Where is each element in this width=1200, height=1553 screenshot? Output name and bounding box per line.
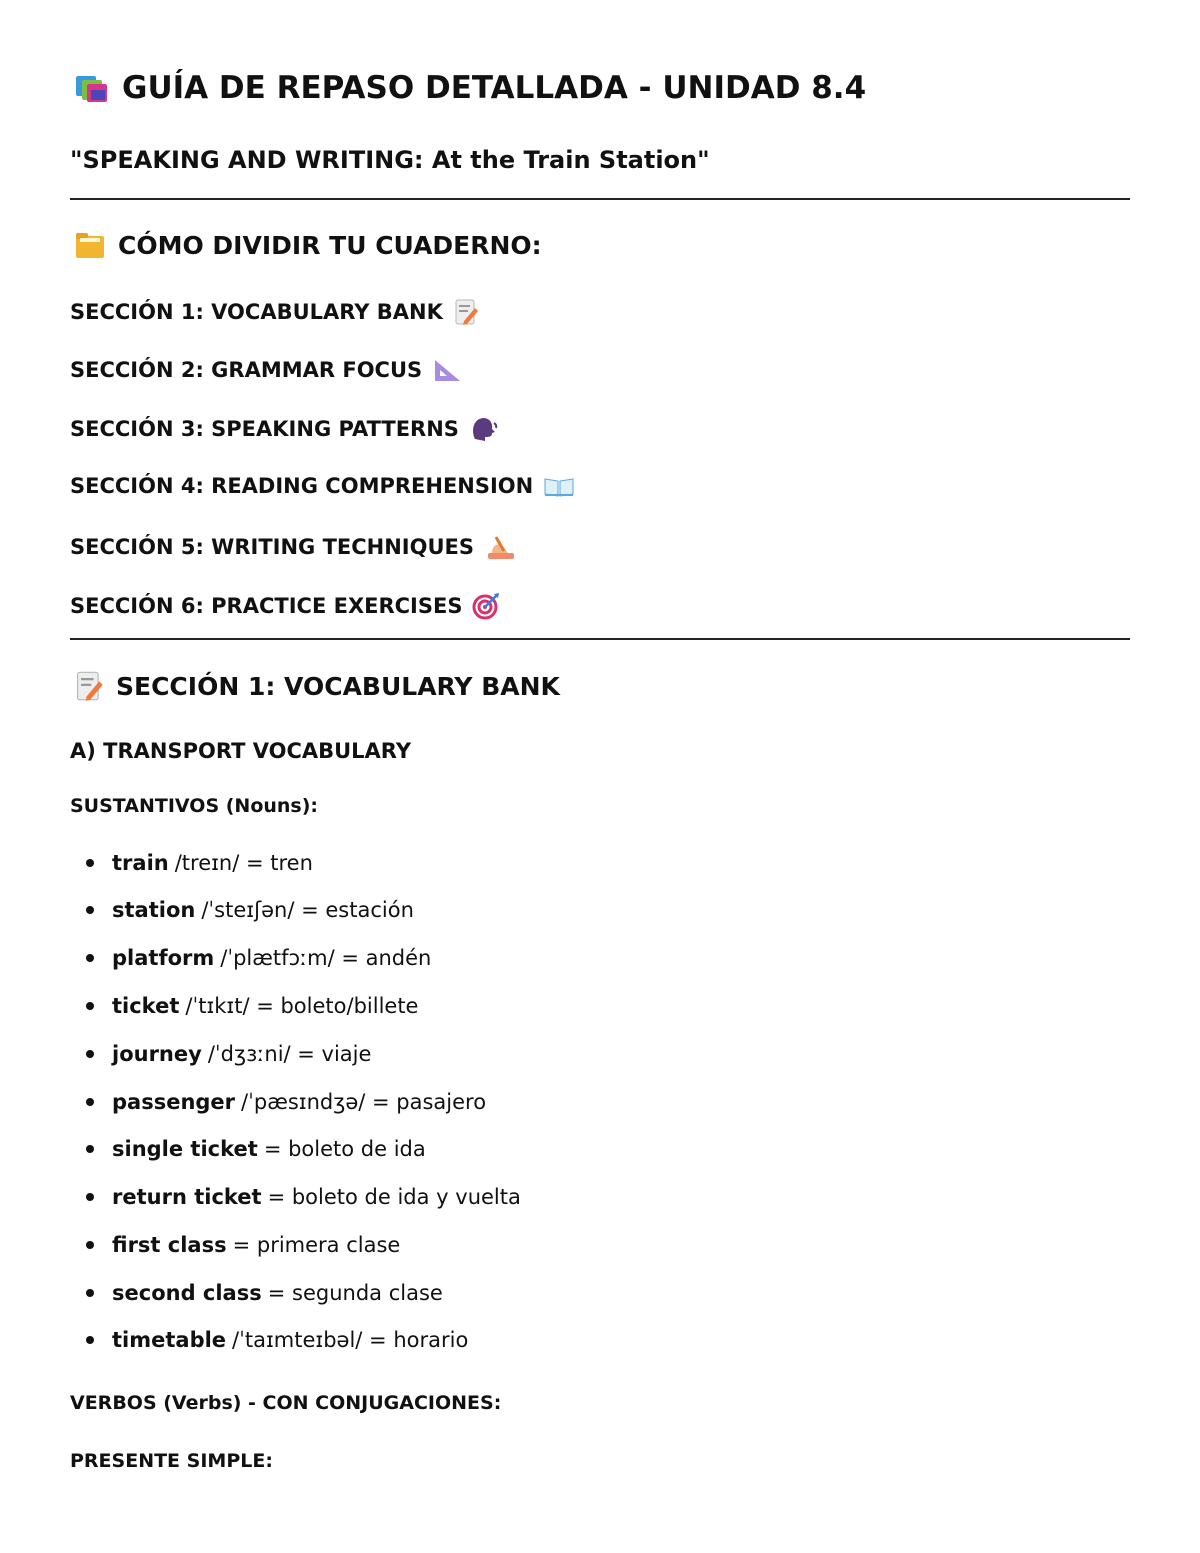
section-label: SECCIÓN 6: PRACTICE EXERCISES xyxy=(70,594,463,618)
section-label: SECCIÓN 1: VOCABULARY BANK xyxy=(70,300,443,324)
bullet xyxy=(86,1098,94,1106)
list-item xyxy=(86,1233,400,1257)
noun-term: passenger xyxy=(112,1090,236,1114)
noun-definition: = boleto de ida xyxy=(263,1137,426,1161)
noun-definition: /treɪn/ = tren xyxy=(174,851,313,875)
noun-definition: /ˈdʒɜːni/ = viaje xyxy=(207,1042,372,1066)
noun-definition: = boleto de ida y vuelta xyxy=(267,1185,521,1209)
memo-icon xyxy=(453,298,479,326)
section-label: SECCIÓN 3: SPEAKING PATTERNS xyxy=(70,417,459,441)
noun-definition: /ˈpæsɪndʒə/ = pasajero xyxy=(241,1090,487,1114)
list-item xyxy=(86,994,418,1018)
section-item-3 xyxy=(70,415,499,443)
list-item xyxy=(86,1328,468,1352)
books-icon xyxy=(74,72,110,104)
bullet xyxy=(86,1145,94,1153)
list-item xyxy=(86,1281,443,1305)
noun-term: journey xyxy=(112,1042,202,1066)
list-item xyxy=(86,1090,486,1114)
divider xyxy=(70,198,1130,200)
memo-icon xyxy=(74,670,104,702)
section-item-2 xyxy=(70,357,462,383)
noun-term: return ticket xyxy=(112,1185,262,1209)
verbs-heading: VERBOS (Verbs) - CON CONJUGACIONES: xyxy=(70,1392,502,1414)
bullet xyxy=(86,906,94,914)
divide-heading-text: CÓMO DIVIDIR TU CUADERNO: xyxy=(118,230,542,260)
speaking-head-icon xyxy=(469,415,499,443)
bullet xyxy=(86,954,94,962)
bullet xyxy=(86,1336,94,1344)
page-title xyxy=(74,70,866,106)
list-item xyxy=(86,851,313,875)
section-item-5 xyxy=(70,533,516,561)
section-label: SECCIÓN 2: GRAMMAR FOCUS xyxy=(70,358,423,382)
noun-definition: = primera clase xyxy=(232,1233,401,1257)
noun-term: timetable xyxy=(112,1328,227,1352)
noun-definition: /ˈsteɪʃən/ = estación xyxy=(201,898,414,922)
section-item-1 xyxy=(70,298,479,326)
bullet xyxy=(86,1289,94,1297)
folder-icon xyxy=(74,230,106,260)
noun-definition: /ˈtaɪmteɪbəl/ = horario xyxy=(232,1328,469,1352)
bullet xyxy=(86,1241,94,1249)
section1-heading xyxy=(74,670,560,702)
divider xyxy=(70,638,1130,640)
section-item-6 xyxy=(70,591,502,621)
noun-term: ticket xyxy=(112,994,180,1018)
bullet xyxy=(86,1193,94,1201)
section-item-4 xyxy=(70,474,575,498)
open-book-icon xyxy=(543,474,575,498)
noun-term: train xyxy=(112,851,169,875)
divide-heading xyxy=(74,230,542,260)
section-label: SECCIÓN 4: READING COMPREHENSION xyxy=(70,474,534,498)
page-subtitle: "SPEAKING AND WRITING: At the Train Station" xyxy=(70,146,710,174)
noun-term: second class xyxy=(112,1281,262,1305)
writing-hand-icon xyxy=(484,533,516,561)
transport-heading: A) TRANSPORT VOCABULARY xyxy=(70,739,412,763)
noun-definition: /ˈplætfɔːm/ = andén xyxy=(220,946,432,970)
section1-heading-text: SECCIÓN 1: VOCABULARY BANK xyxy=(116,671,560,701)
bullet xyxy=(86,1050,94,1058)
bullet xyxy=(86,859,94,867)
list-item xyxy=(86,1185,521,1209)
section-label: SECCIÓN 5: WRITING TECHNIQUES xyxy=(70,535,474,559)
noun-term: single ticket xyxy=(112,1137,258,1161)
bullet xyxy=(86,1002,94,1010)
noun-term: first class xyxy=(112,1233,227,1257)
present-simple-heading: PRESENTE SIMPLE: xyxy=(70,1450,273,1472)
list-item xyxy=(86,1137,426,1161)
triangular-ruler-icon xyxy=(432,357,462,383)
noun-term: station xyxy=(112,898,196,922)
noun-term: platform xyxy=(112,946,215,970)
noun-definition: = segunda clase xyxy=(267,1281,443,1305)
nouns-heading: SUSTANTIVOS (Nouns): xyxy=(70,795,319,817)
noun-definition: /ˈtɪkɪt/ = boleto/billete xyxy=(185,994,419,1018)
list-item xyxy=(86,946,431,970)
list-item xyxy=(86,898,414,922)
page-title-text: GUÍA DE REPASO DETALLADA - UNIDAD 8.4 xyxy=(122,70,867,106)
direct-hit-icon xyxy=(472,591,502,621)
list-item xyxy=(86,1042,371,1066)
